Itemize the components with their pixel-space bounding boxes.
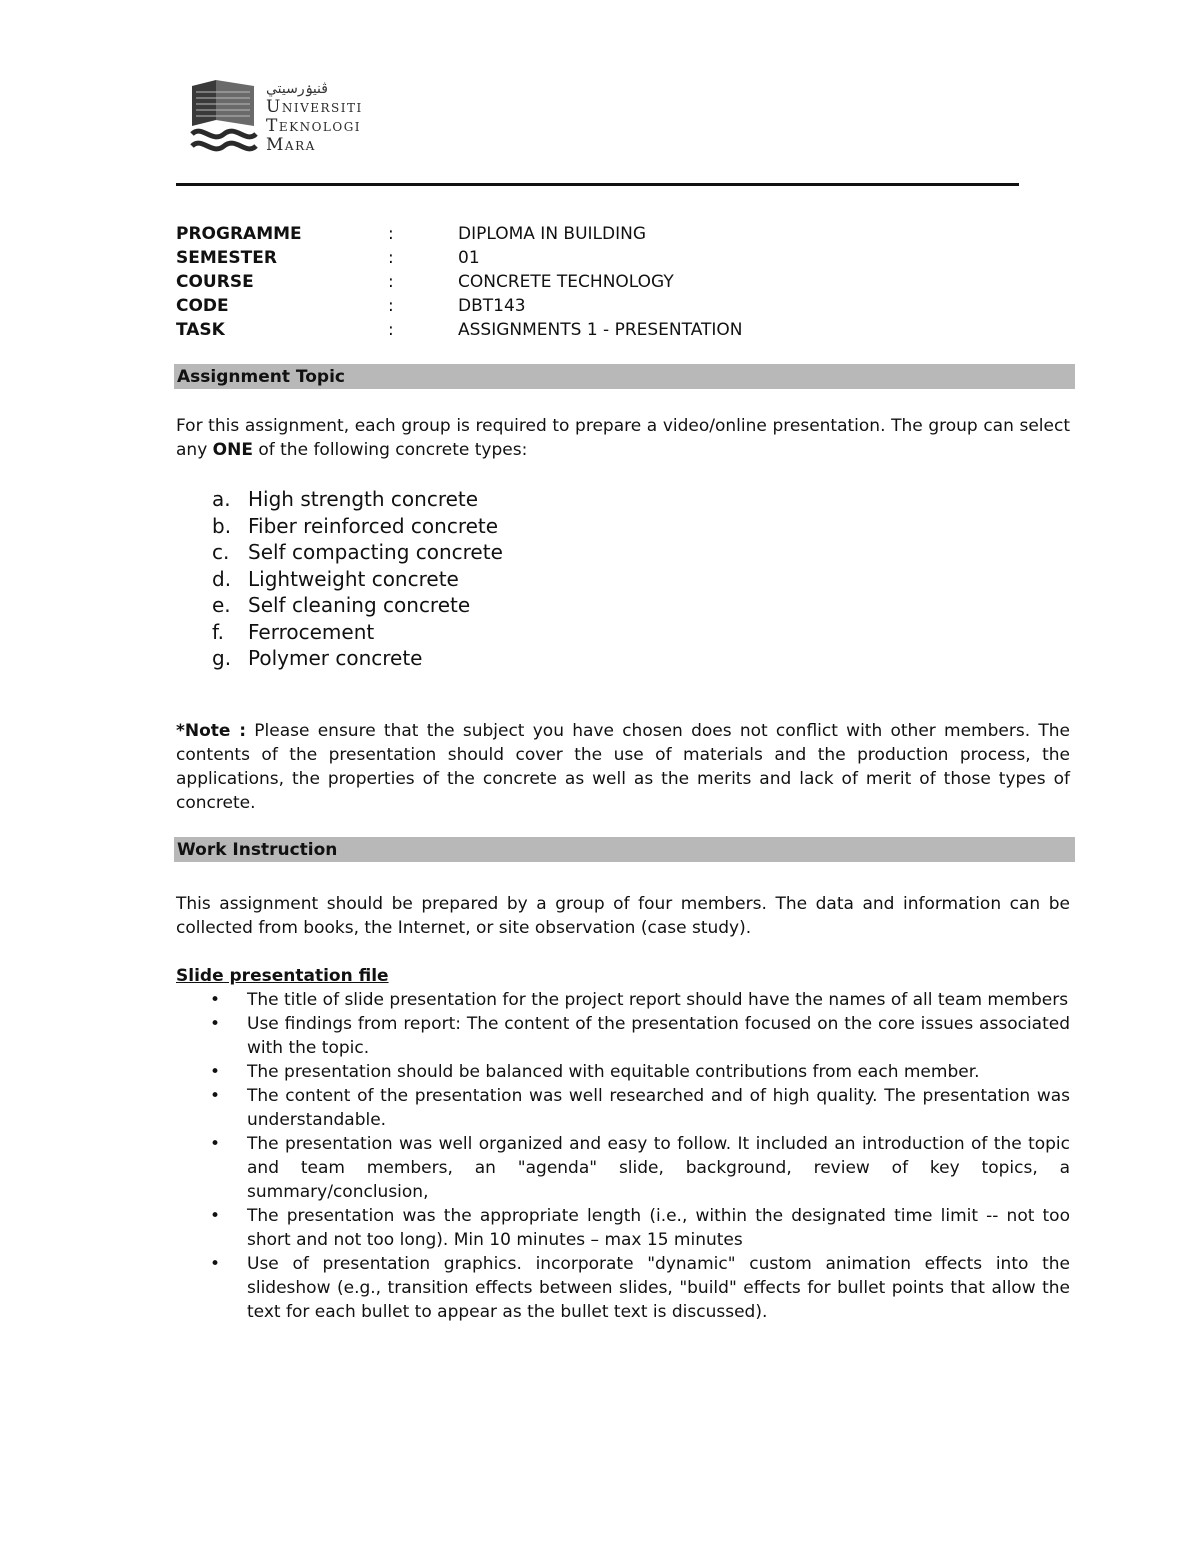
- info-row-task: [176, 318, 1076, 342]
- info-value: DIPLOMA IN BUILDING: [458, 224, 647, 244]
- bullet-icon: •: [210, 1206, 221, 1226]
- info-key: COURSE: [176, 272, 254, 292]
- bullet-icon: •: [210, 1254, 221, 1274]
- note-paragraph: [176, 719, 1070, 815]
- list-marker: f.: [212, 619, 224, 644]
- list-item-text: The presentation was well organized and easy to follow. It included an introduction of the topic and team members, an "agenda" slide, background, review of key topics, a summary/conclusion,: [247, 1134, 1070, 1202]
- info-row-semester: [176, 246, 1076, 270]
- list-item-text: Polymer concrete: [248, 646, 423, 670]
- list-item: [210, 1204, 1070, 1252]
- work-instruction-intro: This assignment should be prepared by a group of four members. The data and information can be collected from books, the Internet, or site observation (case study).: [176, 894, 1070, 938]
- list-item-text: Use findings from report: The content of the presentation focused on the core issues associated with the topic.: [247, 1014, 1070, 1058]
- list-item-text: The presentation was the appropriate length (i.e., within the designated time limit -- not too short and not too long). Min 10 minutes – max 15 minutes: [247, 1206, 1070, 1250]
- info-row-code: [176, 294, 1076, 318]
- list-item: [210, 1084, 1070, 1132]
- info-colon: :: [388, 248, 394, 268]
- logo-line-1: Universiti: [266, 97, 363, 117]
- bullet-icon: •: [210, 990, 221, 1010]
- note-label: *Note :: [176, 721, 247, 741]
- list-marker: a.: [212, 487, 231, 511]
- list-item: [210, 1012, 1070, 1060]
- info-value: 01: [458, 248, 480, 268]
- slide-requirements-list: [210, 988, 1070, 1324]
- info-key: CODE: [176, 296, 229, 316]
- list-item-text: Self cleaning concrete: [248, 593, 471, 617]
- list-marker: d.: [212, 566, 232, 591]
- list-item: [210, 1252, 1070, 1324]
- list-marker: c.: [212, 540, 230, 564]
- bullet-icon: •: [210, 1014, 221, 1034]
- list-item-text: The title of slide presentation for the project report should have the names of all team members: [247, 990, 1069, 1010]
- list-item-text: Self compacting concrete: [248, 540, 503, 564]
- info-value: CONCRETE TECHNOLOGY: [458, 272, 674, 292]
- info-row-programme: [176, 222, 1076, 246]
- info-colon: :: [388, 272, 394, 292]
- list-item-text: The content of the presentation was well researched and of high quality. The presentation was understandable.: [247, 1086, 1070, 1130]
- bullet-icon: •: [210, 1086, 221, 1106]
- intro-text-start: For this assignment, each group is required to prepare a video/online presentation. The group can select any: [176, 416, 1070, 460]
- logo-jawi-text: ڤنيۏرسيتي: [266, 81, 328, 97]
- logo-wordmark: [266, 80, 363, 155]
- info-value: DBT143: [458, 296, 526, 316]
- info-key: TASK: [176, 320, 225, 340]
- logo-line-3: Mara: [266, 135, 316, 155]
- university-logo: [188, 76, 398, 156]
- info-key: SEMESTER: [176, 248, 277, 268]
- list-item-text: Lightweight concrete: [248, 566, 459, 591]
- slide-presentation-heading: Slide presentation file: [176, 966, 389, 986]
- list-item-text: Ferrocement: [248, 619, 375, 644]
- info-colon: :: [388, 296, 394, 316]
- note-text: Please ensure that the subject you have chosen does not conflict with other members. The contents of the presentation should cover the use of materials and the production process, the applications, the properties of the concrete as well as the merits and lack of merit of those types of concrete.: [176, 721, 1070, 813]
- list-item-text: High strength concrete: [248, 487, 479, 511]
- info-colon: :: [388, 320, 394, 340]
- list-item: [210, 1132, 1070, 1204]
- work-instruction-heading: Work Instruction: [174, 837, 1075, 862]
- info-colon: :: [388, 224, 394, 244]
- intro-text-end: of the following concrete types:: [252, 440, 528, 460]
- list-item-text: The presentation should be balanced with equitable contributions from each member.: [247, 1062, 980, 1082]
- list-item-text: Use of presentation graphics. incorporate "dynamic" custom animation effects into the slideshow (e.g., transition effects between slides, "build" effects for bullet points that allow the text for each bullet to appear as the bullet text is discussed).: [247, 1254, 1070, 1322]
- uitm-crest-icon: [188, 76, 260, 154]
- list-item-text: Fiber reinforced concrete: [248, 513, 499, 538]
- info-value: ASSIGNMENTS 1 - PRESENTATION: [458, 320, 743, 340]
- list-marker: g.: [212, 646, 232, 670]
- list-marker: b.: [212, 513, 232, 538]
- bullet-icon: •: [210, 1062, 221, 1082]
- logo-line-2: Teknologi: [266, 116, 362, 136]
- list-item: [210, 1060, 1070, 1084]
- info-key: PROGRAMME: [176, 224, 302, 244]
- bullet-icon: •: [210, 1134, 221, 1154]
- info-row-course: [176, 270, 1076, 294]
- list-marker: e.: [212, 593, 231, 617]
- header-divider: [176, 183, 1019, 186]
- assignment-intro: [176, 414, 1070, 462]
- intro-emphasis: ONE: [212, 440, 253, 460]
- list-item: [210, 988, 1070, 1012]
- course-info-table: [176, 222, 1076, 342]
- assignment-topic-heading: Assignment Topic: [174, 364, 1075, 389]
